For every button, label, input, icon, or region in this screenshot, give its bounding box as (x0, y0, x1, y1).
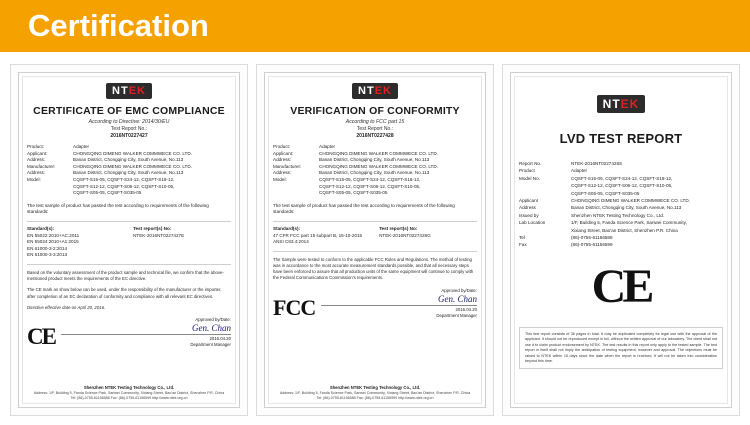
page-banner (0, 0, 750, 52)
field-value: CQSFT-S05-05, CQSFT-S035-05 (319, 190, 388, 196)
standard-item: 47 CFR FCC part 15 subpart B, 15-10-2015 (273, 232, 363, 238)
field-key: Address: (27, 170, 46, 176)
page-title: Certification (28, 8, 209, 43)
field-value: CQSFT-S15-05, CQSFT-S24-12, CQSFT-S18-12, (571, 175, 673, 181)
footer-company: Shenzhen NTEK Testing Technology Co., Ltd. (329, 385, 421, 391)
standards-row (273, 239, 477, 246)
field-key: Product: (27, 144, 45, 149)
field-row (27, 177, 231, 184)
certificate-fcc (256, 64, 494, 416)
field-key: Applicant (519, 198, 538, 204)
standard-item: EN 55024:2010+A1:2015 (27, 239, 79, 245)
certificate-fcc-fields (273, 144, 477, 197)
field-row (273, 157, 477, 164)
field-row (273, 190, 477, 197)
field-value: Adapter (73, 144, 90, 149)
field-key: Lab Location (519, 220, 546, 226)
field-value: CQSFT-S12-12, CQSFT-S06-12, CQSFT-S10-05, (73, 183, 175, 189)
standard-item: ANSI C63.4:2014 (273, 239, 309, 245)
field-row (519, 167, 723, 174)
field-row (27, 190, 231, 197)
ntek-logo-left: NT (602, 97, 621, 111)
certificate-emc-footer (27, 385, 231, 401)
field-value: CHONGQING DIMENG WALKER COMMWECE CO. LTD. (319, 150, 438, 156)
field-row (273, 144, 477, 151)
ntek-logo-right: EK (374, 85, 392, 97)
field-row (519, 219, 723, 226)
certificate-emc-frame (18, 72, 240, 408)
field-key: Issued by (519, 212, 539, 218)
field-row (519, 212, 723, 219)
certificate-emc-subtitle: According to Directive: 2014/30/EU (88, 119, 170, 125)
certificate-fcc-note: The Sample were tested to conform to the applicable FCC Rules and Regulations. The method of testing was in accordance to the most accurate measurement standards possible, and that all necessary steps have been enforced to assure that all production units of the same equipment will continue to comply with the Federal Communications Commission's requirements. (273, 256, 474, 281)
field-row (273, 184, 477, 191)
certificate-lvd-fields (519, 160, 723, 249)
field-value: Banan District, Chongqing City, South Avenue, No.113 (319, 170, 430, 176)
footer-contact: Tel: (86)-0755-61156588 Fax: (86)-0755-61156599 http://www.ntek.org.cn (316, 395, 434, 400)
field-value: Xixiang Street, Bao'an District, Shenzhen P.R. China (571, 227, 678, 233)
certificate-emc-fields (27, 144, 231, 197)
field-value: CHONGQING DIMENG WALKER COMMWECE CO. LTD. (73, 163, 192, 169)
standards-header: Standard(s): (27, 225, 55, 231)
signature-title: Department Manager (190, 341, 231, 347)
fcc-mark-icon: FCC (273, 294, 316, 320)
field-row (519, 160, 723, 167)
certificate-fcc-subtitle: According to FCC part 15 (345, 119, 405, 125)
approved-label: Approved by/Date: (195, 316, 231, 322)
field-value: Banan District, Chongqing City, South Avenue, No.113 (73, 170, 184, 176)
field-value: CQSFT-S05-05, CQSFT-S035-05 (571, 190, 640, 196)
standards-header-row (27, 226, 231, 233)
field-value: CHONGQING DIMENG WALKER COMMWECE CO. LTD. (73, 150, 192, 156)
field-value: 1/F, Building 5, Fanda Science Park, Sanwei Community, (571, 220, 687, 226)
certificate-lvd-frame (510, 72, 732, 408)
field-row (519, 234, 723, 241)
certificate-emc-report-no: 2016NT0227427 (110, 133, 148, 139)
ntek-logo-right: EK (128, 85, 146, 97)
footer-address: Address: 1/F, Building 5, Fanda Science Park, Sanwei Community, Xixiang Street, Bao'an District, Shenzhen P.R. China (33, 390, 225, 395)
ce-mark-icon: CE (591, 259, 651, 313)
field-key (273, 190, 319, 197)
field-key: Tel (519, 235, 525, 241)
certificates-row (0, 52, 750, 416)
field-row (519, 241, 723, 248)
footer-company: Shenzhen NTEK Testing Technology Co., Ltd. (83, 385, 175, 391)
field-key: Model No. (519, 175, 540, 181)
field-key (27, 190, 73, 197)
certificate-emc-report-label: Test Report No.: (110, 126, 148, 132)
field-value: NTEK-2016NT0227428S (571, 161, 623, 166)
approved-label: Approved by/Date: (441, 287, 477, 293)
divider (273, 251, 477, 252)
field-row (27, 157, 231, 164)
field-value: CHONGQING DIMENG WALKER COMMWECE CO. LTD. (319, 163, 438, 169)
standards-row (27, 252, 231, 259)
field-row (519, 197, 723, 204)
field-value: Adapter (319, 144, 336, 149)
certificate-lvd-title: LVD TEST REPORT (559, 131, 683, 146)
field-value: CQSFT-S05-05, CQSFT-S035-05 (73, 190, 142, 196)
signature-title: Department Manager (436, 312, 477, 318)
field-row (27, 144, 231, 151)
certificate-emc-title: CERTIFICATE OF EMC COMPLIANCE (33, 105, 225, 117)
field-key: Report No. (519, 161, 542, 166)
standards-header-row (273, 226, 477, 233)
field-key (27, 184, 73, 191)
field-value: Shenzhen NTEK Testing Technology Co., Ltd. (571, 212, 665, 218)
mark-row (273, 288, 477, 319)
footer-address: Address: 1/F, Building 5, Fanda Science Park, Sanwei Community, Xixiang Street, Bao'an District, Shenzhen P.R. China (279, 390, 471, 395)
field-row (27, 184, 231, 191)
standards-header: Standard(s): (273, 225, 301, 231)
signature: Gen. Chan (192, 322, 231, 333)
standard-item: EN 55022:2010+AC:2011 (27, 232, 80, 238)
certificate-fcc-footer (273, 385, 477, 401)
field-row (519, 175, 723, 182)
ntek-logo-left: NT (358, 85, 375, 97)
certificate-fcc-frame (264, 72, 486, 408)
field-key: Address: (273, 157, 292, 163)
certificate-fcc-report-label: Test Report No.: (356, 126, 394, 132)
field-row (519, 204, 723, 211)
divider (27, 264, 231, 265)
field-key: Product (519, 168, 535, 174)
field-key: Fax (519, 242, 527, 248)
field-row (273, 170, 477, 177)
field-value: Adapter (571, 168, 588, 174)
ntek-logo-left: NT (112, 85, 129, 97)
divider (273, 221, 477, 222)
field-row (519, 190, 723, 197)
certificate-emc-note3: Directive effective date on April 20, 2016. (27, 304, 106, 310)
field-key (519, 182, 571, 189)
field-key: Address: (27, 157, 46, 163)
field-key: Manufacturer: (27, 163, 56, 169)
field-key: Manufacturer: (273, 163, 302, 169)
field-key (519, 227, 571, 234)
ntek-logo (273, 83, 477, 99)
signature-date: 2016.04.20 (61, 334, 231, 342)
field-row (273, 151, 477, 158)
ce-mark-icon: CE (27, 323, 55, 349)
certificate-fcc-report-no: 2016NT0227428 (356, 133, 394, 139)
testreport-header: Test report(s) No: (133, 225, 172, 231)
certificate-emc-statement: The test sample of product has passed the test according to requirements of the following standards: (27, 202, 209, 215)
ntek-logo (519, 95, 723, 113)
standard-item: EN 61000-3-2:2014 (27, 245, 68, 251)
standards-row (27, 233, 231, 240)
field-value: CQSFT-S12-12, CQSFT-S06-12, CQSFT-S10-05, (571, 183, 673, 189)
field-key: Product: (273, 144, 291, 149)
field-value: (86)-0755-61156588 (571, 235, 613, 241)
certificate-lvd-note: This test report consists of 36 pages in total. It may be duplicated completely for legal use with the approval of the applicant. It should not be reproduced except in full, without the written approval of our laboratory. The client shall not use it to claim product endorsement by NTEK. The test results in this report only apply to the tested sample. The test report in itself shall not imply the anticipation of testing equipment, however and approval. The objections must be raised to NTEK within 15 days since the date when the report is received. It will not be taken into consideration beyond this time. (519, 327, 723, 369)
field-key (519, 190, 571, 197)
field-value: CHONGQING DIMENG WALKER COMMWECE CO. LTD. (571, 198, 690, 204)
divider (27, 221, 231, 222)
testreport-no: NTEK-2016NT0227427E (133, 232, 185, 238)
field-key (273, 184, 319, 191)
certificate-emc-note: Based on the voluntary assessment of the product sample and technical file, we confirm that the above-mentioned product meets the requirements of the EC directive. (27, 269, 224, 282)
standards-row (27, 246, 231, 253)
field-key: Address: (273, 170, 292, 176)
field-row (273, 177, 477, 184)
standards-row (273, 233, 477, 240)
field-row (27, 164, 231, 171)
field-row (27, 151, 231, 158)
signature-block (315, 288, 477, 319)
field-key: Model: (27, 176, 41, 182)
field-value: CQSFT-S12-12, CQSFT-S06-12, CQSFT-S10-05, (319, 183, 421, 189)
signature-date: 2016.04.20 (321, 305, 477, 313)
testreport-header: Test report(s) No: (379, 225, 418, 231)
signature: Gen. Chan (438, 293, 477, 304)
field-row (519, 227, 723, 234)
footer-contact: Tel: (86)-0755-61156588 Fax: (86)-0755-61156599 http://www.ntek.org.cn (70, 395, 188, 400)
field-row (27, 170, 231, 177)
field-value: Banan District, Chongqing City, South Avenue, No.113 (73, 157, 184, 163)
certificate-emc (10, 64, 248, 416)
field-value: (86)-0755-61156599 (571, 242, 613, 248)
mark-row (27, 317, 231, 348)
certificate-fcc-title: VERIFICATION OF CONFORMITY (290, 105, 460, 117)
ntek-logo (27, 83, 231, 99)
certificate-emc-note2: The CE mark as show below can be used, under the responsibility of the manufacturer or the importer, after completion of an EC declaration of conformity and compliance with all relevant EC directives. (27, 287, 222, 299)
standards-row (27, 239, 231, 246)
standard-item: EN 61000-3-3:2013 (27, 252, 68, 258)
field-key: Address (519, 205, 536, 211)
testreport-no: NTEK-2016NT0227428G (379, 232, 431, 238)
certificate-lvd (502, 64, 740, 416)
certificate-fcc-statement: The test sample of product has passed the test according to requirements of the following standards: (273, 202, 455, 215)
ntek-logo-right: EK (620, 97, 640, 111)
field-row (273, 164, 477, 171)
field-value: CQSFT-S15-05, CQSFT-S24-12, CQSFT-S18-12, (319, 176, 421, 182)
signature-block (55, 317, 231, 348)
field-value: Banan District, Chongqing City, South Avenue, No.113 (571, 205, 682, 211)
field-key: Applicant: (273, 150, 294, 156)
field-value: CQSFT-S15-05, CQSFT-S24-12, CQSFT-S18-12, (73, 176, 175, 182)
field-row (519, 182, 723, 189)
field-key: Model: (273, 176, 287, 182)
field-value: Banan District, Chongqing City, South Avenue, No.113 (319, 157, 430, 163)
field-key: Applicant: (27, 150, 48, 156)
